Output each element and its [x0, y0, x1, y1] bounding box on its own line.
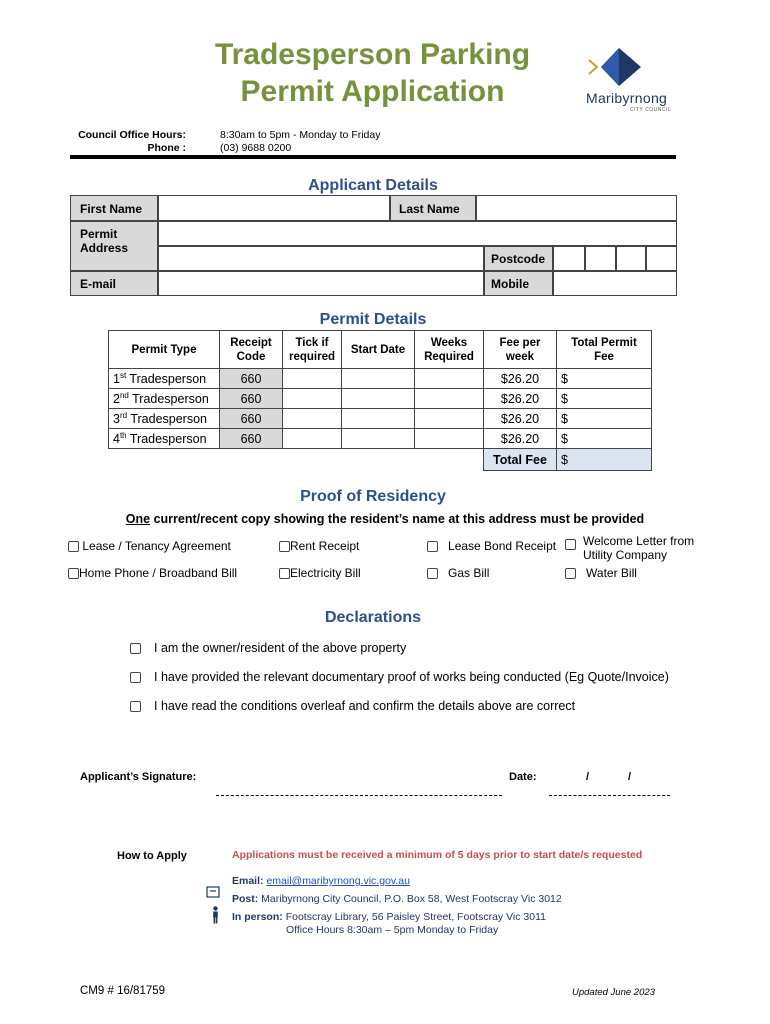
header-permit-type: Permit Type: [109, 331, 220, 369]
receipt-code-cell: 660: [220, 389, 283, 409]
weeks-cell[interactable]: [415, 389, 484, 409]
apply-email: [232, 875, 410, 887]
date-slash-1: /: [586, 771, 590, 783]
mobile-label: Mobile: [491, 277, 529, 291]
start-date-cell[interactable]: [342, 389, 415, 409]
footer-reference: CM9 # 16/81759: [80, 985, 166, 997]
total-fee-row: [109, 449, 652, 471]
date-line[interactable]: [549, 795, 670, 796]
hours-label: Council Office Hours:: [78, 129, 186, 141]
title-line-2: Permit Application: [240, 75, 505, 108]
weeks-cell[interactable]: [415, 429, 484, 449]
postcode-digit-1[interactable]: [553, 246, 585, 271]
option-rent-label: Rent Receipt: [290, 539, 360, 553]
permit-type-label: Tradesperson: [128, 392, 209, 407]
option-welcome-letter[interactable]: [565, 534, 694, 562]
phone-label: Phone :: [147, 142, 186, 154]
fee-cell: $26.20: [484, 369, 557, 389]
fee-cell: $26.20: [484, 389, 557, 409]
council-logo-icon: [585, 44, 645, 90]
checkbox-gas[interactable]: [427, 568, 438, 579]
start-date-cell[interactable]: [342, 429, 415, 449]
option-gas-label: Gas Bill: [448, 566, 490, 580]
permit-table-header: [109, 331, 652, 369]
weeks-cell[interactable]: [415, 409, 484, 429]
option-home-phone-label: Home Phone / Broadband Bill: [79, 566, 238, 580]
permit-address-label: Permit Address: [80, 227, 129, 255]
apply-post-address: Maribyrnong City Council, P.O. Box 58, West Footscray Vic 3012: [261, 893, 562, 905]
postcode-label: Postcode: [491, 252, 546, 266]
start-date-cell[interactable]: [342, 409, 415, 429]
permit-type-label: Tradesperson: [127, 412, 207, 427]
ordinal: 4: [113, 432, 120, 447]
tick-cell[interactable]: [283, 429, 342, 449]
option-lease-label: Lease / Tenancy Agreement: [82, 539, 231, 553]
apply-post-label: Post:: [232, 893, 259, 905]
last-name-input[interactable]: [476, 195, 677, 221]
total-fee-value[interactable]: $: [557, 449, 652, 471]
declaration-2-text: I have provided the relevant documentary proof of works being conducted (Eg Quote/Invoice): [154, 670, 669, 684]
ordinal-suffix: rd: [119, 410, 128, 420]
how-to-apply-label: How to Apply: [117, 850, 187, 862]
permit-type-cell: [109, 389, 220, 409]
office-values: [220, 129, 381, 155]
declaration-3[interactable]: [130, 699, 575, 713]
residency-note-text: current/recent copy showing the resident’s name at this address must be provided: [150, 512, 645, 526]
receipt-code-cell: 660: [220, 409, 283, 429]
ordinal: 1: [113, 372, 120, 387]
office-labels: [70, 129, 186, 155]
header-divider: [70, 155, 676, 159]
declaration-1[interactable]: [130, 641, 406, 655]
permit-type-label: Tradesperson: [126, 432, 207, 447]
apply-person-label: In person:: [232, 911, 283, 923]
weeks-cell[interactable]: [415, 369, 484, 389]
ordinal: 3: [113, 412, 120, 427]
checkbox-bond[interactable]: [427, 541, 438, 552]
option-water[interactable]: [565, 566, 637, 580]
header-tick: Tick if required: [283, 331, 342, 369]
permit-type-label: Tradesperson: [126, 372, 207, 387]
total-fee-label: Total Fee: [484, 449, 557, 471]
checkbox-home-phone[interactable]: [68, 568, 79, 579]
option-home-phone[interactable]: [68, 566, 237, 580]
page-title: [150, 36, 595, 110]
logo-subtitle: CITY COUNCIL: [630, 107, 672, 113]
date-label: Date:: [509, 771, 537, 783]
fee-cell: $26.20: [484, 409, 557, 429]
option-gas[interactable]: [427, 566, 489, 580]
header-start-date: Start Date: [342, 331, 415, 369]
option-lease[interactable]: [68, 539, 231, 553]
permit-row: [109, 409, 652, 429]
apply-person-hours: Office Hours 8:30am – 5pm Monday to Friday: [286, 924, 499, 936]
checkbox-lease[interactable]: [68, 541, 79, 552]
declarations-heading: Declarations: [324, 609, 422, 626]
declaration-3-text: I have read the conditions overleaf and confirm the details above are correct: [154, 699, 576, 713]
checkbox-electricity[interactable]: [279, 568, 290, 579]
title-line-1: Tradesperson Parking: [214, 38, 531, 71]
postcode-digit-3[interactable]: [616, 246, 646, 271]
option-welcome-label-2: Utility Company: [583, 548, 668, 562]
option-electricity-label: Electricity Bill: [290, 566, 361, 580]
apply-in-person: [232, 911, 546, 923]
ordinal-suffix: th: [119, 430, 127, 440]
checkbox-welcome-letter[interactable]: [565, 539, 576, 550]
option-electricity[interactable]: [279, 566, 361, 580]
header-receipt-code: Receipt Code: [220, 331, 283, 369]
checkbox-declaration-1[interactable]: [130, 643, 141, 654]
email-label: E-mail: [80, 277, 117, 291]
header-weeks: Weeks Required: [415, 331, 484, 369]
tick-cell[interactable]: [283, 369, 342, 389]
start-date-cell[interactable]: [342, 369, 415, 389]
permit-table: [108, 330, 652, 471]
apply-person-address: Footscray Library, 56 Paisley Street, Footscray Vic 3011: [285, 911, 546, 923]
declaration-2[interactable]: [130, 670, 669, 684]
declaration-1-text: I am the owner/resident of the above property: [154, 641, 407, 655]
address-line-1-input[interactable]: [158, 221, 677, 246]
last-name-label: Last Name: [399, 202, 460, 216]
tick-cell[interactable]: [283, 389, 342, 409]
tick-cell[interactable]: [283, 409, 342, 429]
postcode-digit-2[interactable]: [585, 246, 616, 271]
fee-cell: $26.20: [484, 429, 557, 449]
residency-note: [70, 512, 700, 526]
checkbox-rent[interactable]: [279, 541, 290, 552]
footer-updated: Updated June 2023: [572, 987, 655, 998]
date-slash-2: /: [628, 771, 632, 783]
permit-address-label-cell: [70, 221, 158, 271]
option-rent[interactable]: [279, 539, 359, 553]
residency-heading: Proof of Residency: [300, 488, 446, 505]
option-bond[interactable]: [427, 539, 556, 553]
header-fee: Fee per week: [484, 331, 557, 369]
applicant-heading: Applicant Details: [308, 177, 438, 194]
permit-type-cell: [109, 429, 220, 449]
permit-row: [109, 389, 652, 409]
first-name-label: First Name: [80, 202, 143, 216]
postcode-digit-4[interactable]: [646, 246, 677, 271]
first-name-input[interactable]: [158, 195, 390, 221]
signature-line[interactable]: [216, 795, 502, 796]
header-total: Total Permit Fee: [557, 331, 652, 369]
person-icon: [211, 906, 220, 924]
checkbox-declaration-3[interactable]: [130, 701, 141, 712]
first-name-label-cell: [70, 195, 158, 221]
total-cell[interactable]: $: [557, 389, 652, 409]
option-water-label: Water Bill: [586, 566, 637, 580]
receipt-code-cell: 660: [220, 369, 283, 389]
hours-value: 8:30am to 5pm - Monday to Friday: [220, 129, 381, 141]
total-cell[interactable]: $: [557, 409, 652, 429]
permit-row: [109, 369, 652, 389]
apply-email-link[interactable]: email@maribyrnong.vic.gov.au: [266, 875, 410, 887]
option-bond-label: Lease Bond Receipt: [448, 539, 557, 553]
permit-type-cell: [109, 409, 220, 429]
email-label-cell: [70, 271, 158, 296]
ordinal-suffix: st: [119, 370, 127, 380]
residency-note-emphasis: One: [125, 512, 151, 526]
permit-row: [109, 429, 652, 449]
checkbox-water[interactable]: [565, 568, 576, 579]
mobile-label-cell: [484, 271, 553, 296]
option-welcome-label-1: Welcome Letter from: [583, 534, 695, 548]
total-cell[interactable]: $: [557, 369, 652, 389]
logo-name: Maribyrnong: [586, 90, 668, 106]
mobile-input[interactable]: [553, 271, 677, 296]
postcode-label-cell: [484, 246, 553, 271]
mail-icon: [206, 886, 220, 898]
email-input[interactable]: [158, 271, 484, 296]
signature-label: Applicant’s Signature:: [80, 771, 197, 783]
phone-value: (03) 9688 0200: [220, 142, 292, 154]
address-line-2-input[interactable]: [158, 246, 484, 271]
checkbox-declaration-2[interactable]: [130, 672, 141, 683]
ordinal: 2: [113, 392, 120, 407]
apply-email-label: Email:: [232, 875, 264, 887]
total-cell[interactable]: $: [557, 429, 652, 449]
apply-notice: Applications must be received a minimum of 5 days prior to start date/s requested: [232, 849, 643, 861]
last-name-label-cell: [390, 195, 476, 221]
permit-type-cell: [109, 369, 220, 389]
apply-post: [232, 893, 562, 905]
receipt-code-cell: 660: [220, 429, 283, 449]
ordinal-suffix: nd: [119, 390, 129, 400]
permit-heading: Permit Details: [319, 311, 427, 328]
